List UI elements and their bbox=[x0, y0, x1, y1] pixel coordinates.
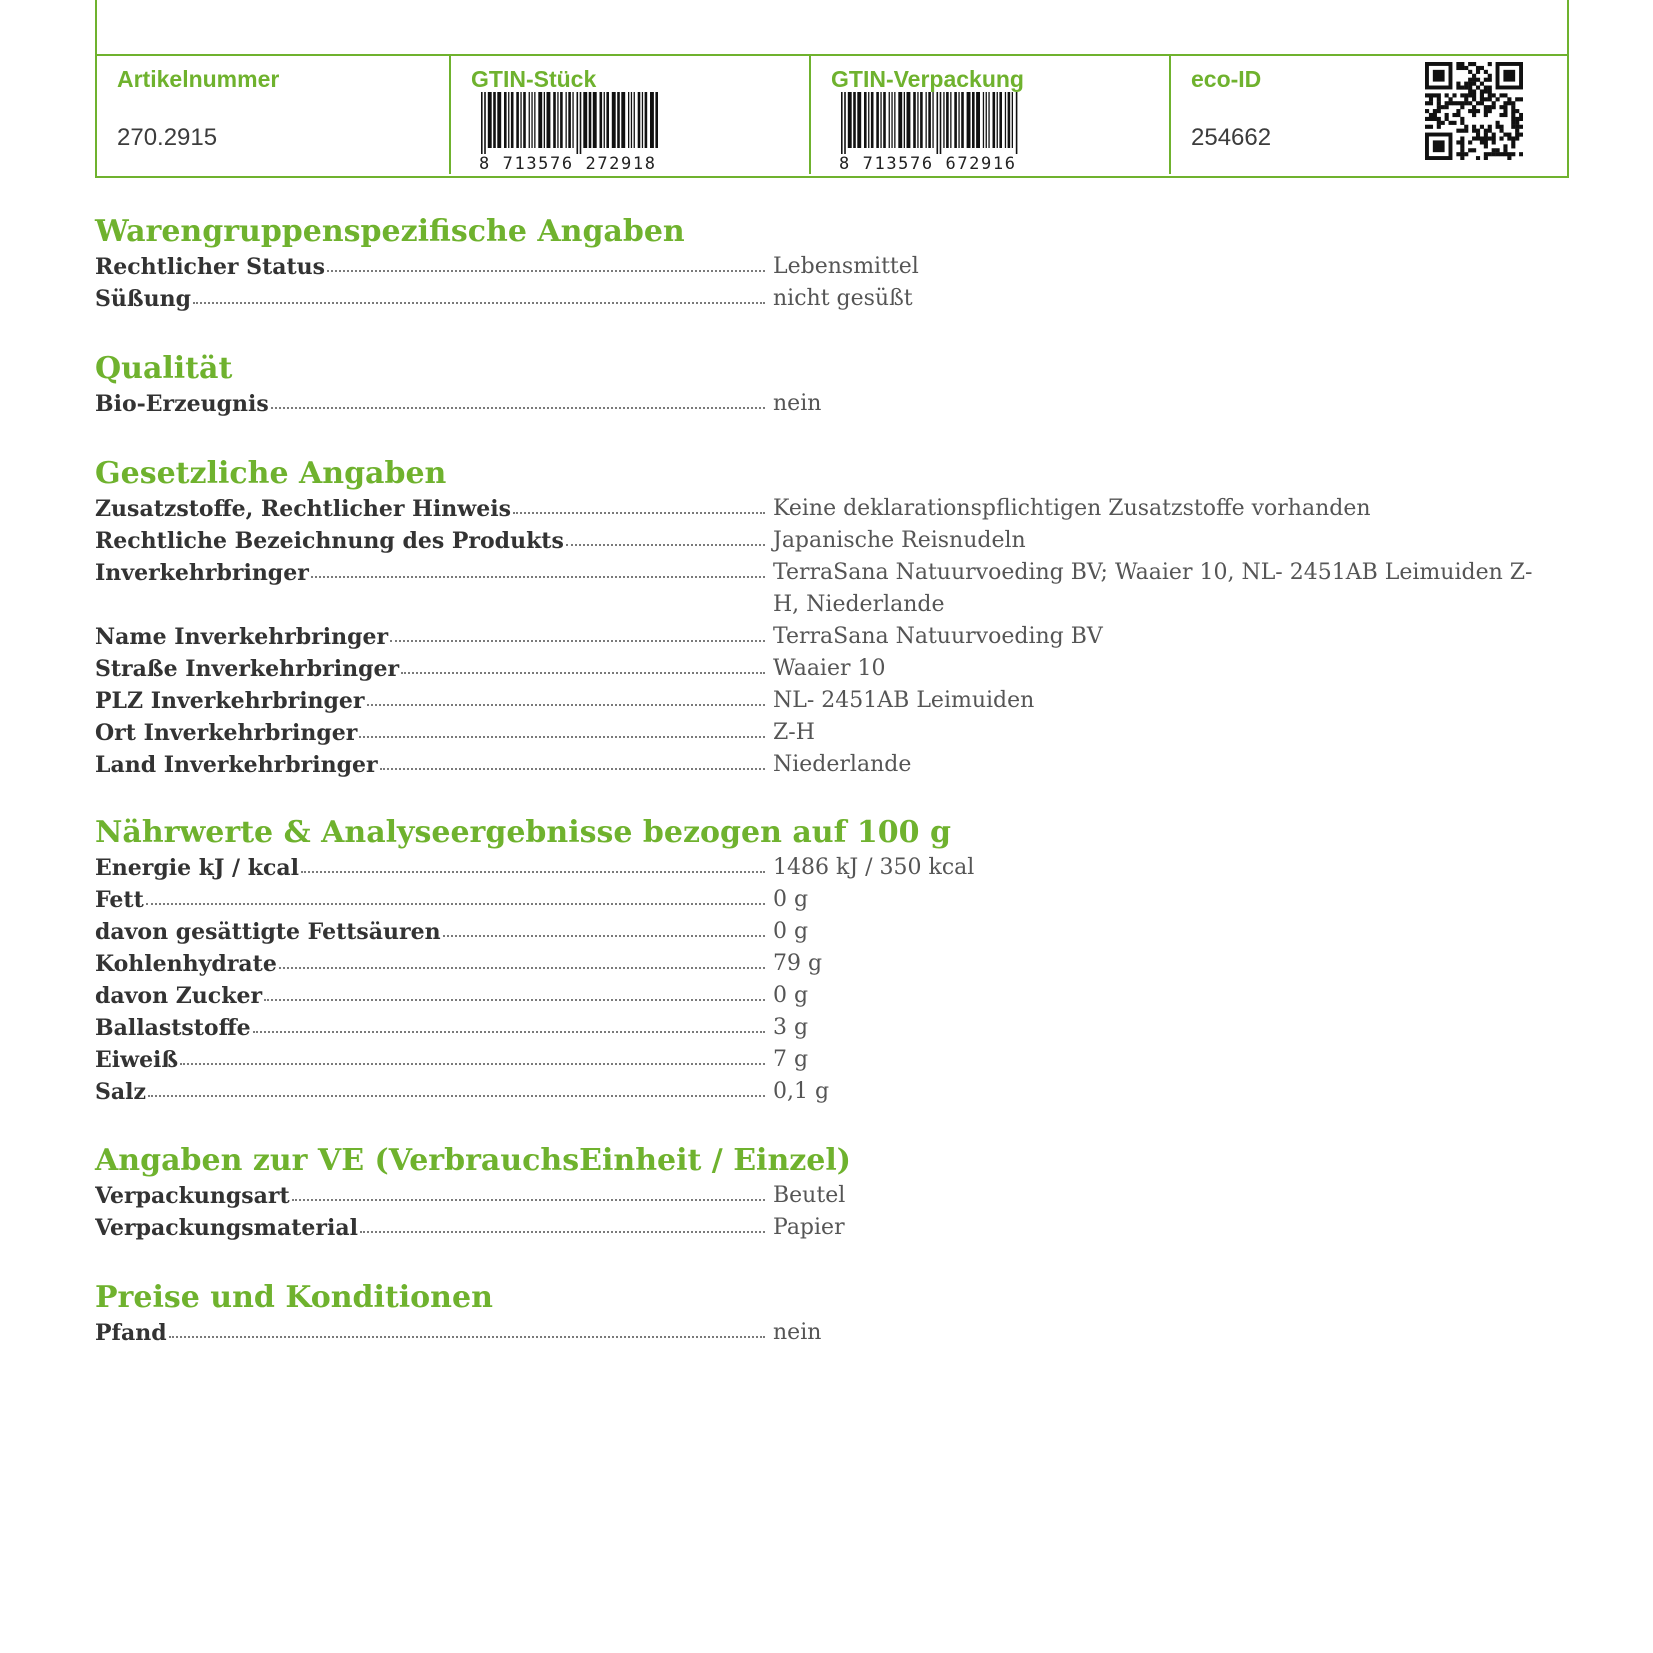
attribute-row bbox=[95, 493, 1555, 525]
attribute-label-cell bbox=[95, 852, 765, 884]
article-header-box bbox=[95, 0, 1569, 178]
attribute-label: Inverkehrbringer bbox=[95, 560, 309, 586]
attribute-label-cell bbox=[95, 653, 765, 685]
attribute-label-cell bbox=[95, 980, 765, 1012]
attribute-row bbox=[95, 884, 1555, 916]
artikelnummer-cell bbox=[97, 54, 449, 174]
dot-leader bbox=[279, 959, 765, 969]
attribute-label: Süßung bbox=[95, 286, 191, 312]
section-title: Nährwerte & Analyseergebnisse bezogen auf 100 g bbox=[95, 815, 951, 850]
attribute-label-cell bbox=[95, 717, 765, 749]
gtin-verpackung-cell bbox=[809, 54, 1171, 174]
attribute-label: Verpackungsmaterial bbox=[95, 1215, 358, 1241]
attribute-label: Land Inverkehrbringer bbox=[95, 752, 378, 778]
attribute-value: 7 g bbox=[773, 1047, 809, 1072]
attribute-label: Bio-Erzeugnis bbox=[95, 391, 269, 417]
artikelnummer-label: Artikelnummer bbox=[117, 66, 280, 92]
attribute-label: Kohlenhydrate bbox=[95, 951, 277, 977]
attribute-value: nein bbox=[773, 1320, 822, 1345]
attribute-label-cell bbox=[95, 493, 765, 525]
attribute-label: Salz bbox=[95, 1079, 146, 1105]
attribute-label: Zusatzstoffe, Rechtlicher Hinweis bbox=[95, 496, 511, 522]
section-warengruppen bbox=[95, 213, 1555, 315]
dot-leader bbox=[169, 1328, 765, 1338]
section-preise-konditionen bbox=[95, 1279, 1555, 1349]
attribute-label: Straße Inverkehrbringer bbox=[95, 656, 400, 682]
attribute-row bbox=[95, 621, 1555, 653]
dot-leader bbox=[301, 863, 765, 873]
barcode-icon bbox=[839, 92, 1019, 154]
attribute-value: TerraSana Natuurvoeding BV; Waaier 10, NL- 2451AB Leimuiden Z-H, Niederlande bbox=[773, 560, 1533, 617]
attribute-value: Beutel bbox=[773, 1183, 846, 1208]
attribute-label: davon Zucker bbox=[95, 983, 263, 1009]
header-top-strip bbox=[97, 0, 1567, 56]
attribute-label: Ballaststoffe bbox=[95, 1015, 251, 1041]
attribute-label-cell bbox=[95, 948, 765, 980]
gtin-stueck-label: GTIN-Stück bbox=[471, 66, 597, 92]
attribute-label-cell bbox=[95, 525, 765, 557]
section-gesetzliche-angaben bbox=[95, 455, 1555, 781]
dot-leader bbox=[193, 294, 765, 304]
attribute-value: 0 g bbox=[773, 983, 809, 1008]
gtin-verpackung-barcode bbox=[839, 92, 1019, 174]
dot-leader bbox=[148, 1087, 765, 1097]
section-naehrwerte bbox=[95, 814, 1555, 1108]
attribute-label-cell bbox=[95, 1180, 765, 1212]
attribute-value: Papier bbox=[773, 1215, 845, 1240]
attribute-label-cell bbox=[95, 1212, 765, 1244]
eco-id-value: 254662 bbox=[1191, 124, 1272, 151]
dot-leader bbox=[271, 399, 765, 409]
attribute-label: Fett bbox=[95, 887, 144, 913]
section-title: Qualität bbox=[95, 351, 233, 386]
gtin-stueck-barcode bbox=[479, 92, 659, 174]
section-title: Angaben zur VE (VerbrauchsEinheit / Einzel) bbox=[95, 1143, 851, 1178]
artikelnummer-value: 270.2915 bbox=[117, 124, 218, 151]
attribute-value: Japanische Reisnudeln bbox=[773, 528, 1026, 553]
section-title: Preise und Konditionen bbox=[95, 1280, 493, 1315]
attribute-row bbox=[95, 852, 1555, 884]
gtin-verpackung-number: 8 713576 672916 bbox=[839, 154, 1017, 174]
barcode-icon bbox=[479, 92, 659, 154]
dot-leader bbox=[180, 1055, 765, 1065]
attribute-label-cell bbox=[95, 251, 765, 283]
attribute-row bbox=[95, 1076, 1555, 1108]
attribute-label: Eiweiß bbox=[95, 1047, 179, 1073]
attribute-row bbox=[95, 749, 1555, 781]
attribute-label: davon gesättigte Fettsäuren bbox=[95, 919, 441, 945]
attribute-label: Pfand bbox=[95, 1320, 167, 1346]
attribute-value: Waaier 10 bbox=[773, 656, 886, 681]
dot-leader bbox=[513, 504, 765, 514]
attribute-value: 0,1 g bbox=[773, 1079, 830, 1104]
eco-id-label: eco-ID bbox=[1191, 66, 1262, 92]
attribute-value: 0 g bbox=[773, 919, 809, 944]
dot-leader bbox=[566, 536, 765, 546]
attribute-row bbox=[95, 1317, 1555, 1349]
dot-leader bbox=[401, 664, 765, 674]
attribute-label-cell bbox=[95, 1044, 765, 1076]
attribute-row bbox=[95, 557, 1555, 621]
dot-leader bbox=[146, 895, 765, 905]
attribute-label-cell bbox=[95, 1317, 765, 1349]
attribute-value: NL- 2451AB Leimuiden bbox=[773, 688, 1035, 713]
attribute-label-cell bbox=[95, 557, 765, 589]
attribute-value: Z-H bbox=[773, 720, 815, 745]
gtin-verpackung-label: GTIN-Verpackung bbox=[831, 66, 1024, 92]
dot-leader bbox=[327, 262, 765, 272]
dot-leader bbox=[380, 760, 765, 770]
attribute-label: Energie kJ / kcal bbox=[95, 855, 300, 881]
attribute-row bbox=[95, 1012, 1555, 1044]
attribute-row bbox=[95, 1180, 1555, 1212]
dot-leader bbox=[359, 728, 765, 738]
section-verbrauchseinheit bbox=[95, 1142, 1555, 1244]
attribute-label: Name Inverkehrbringer bbox=[95, 624, 389, 650]
attribute-value: nein bbox=[773, 391, 822, 416]
attribute-row bbox=[95, 388, 1555, 420]
attribute-value: 1486 kJ / 350 kcal bbox=[773, 855, 975, 880]
dot-leader bbox=[367, 696, 765, 706]
attribute-label: Ort Inverkehrbringer bbox=[95, 720, 358, 746]
eco-id-cell bbox=[1169, 54, 1569, 174]
attribute-label-cell bbox=[95, 1076, 765, 1108]
attribute-label-cell bbox=[95, 283, 765, 315]
attribute-row bbox=[95, 1044, 1555, 1076]
attribute-row bbox=[95, 251, 1555, 283]
dot-leader bbox=[264, 991, 765, 1001]
attribute-label-cell bbox=[95, 388, 765, 420]
attribute-value: nicht gesüßt bbox=[773, 286, 913, 311]
dot-leader bbox=[443, 927, 765, 937]
gtin-stueck-cell bbox=[449, 54, 811, 174]
attribute-value: 0 g bbox=[773, 887, 809, 912]
section-title: Warengruppenspezifische Angaben bbox=[95, 214, 685, 249]
gtin-stueck-number: 8 713576 272918 bbox=[479, 154, 657, 174]
dot-leader bbox=[390, 632, 765, 642]
attribute-value: Lebensmittel bbox=[773, 254, 919, 279]
dot-leader bbox=[311, 568, 765, 578]
attribute-row bbox=[95, 717, 1555, 749]
dot-leader bbox=[253, 1023, 765, 1033]
attribute-label: Rechtliche Bezeichnung des Produkts bbox=[95, 528, 564, 554]
attribute-label: Verpackungsart bbox=[95, 1183, 290, 1209]
attribute-value: TerraSana Natuurvoeding BV bbox=[773, 624, 1103, 649]
attribute-row bbox=[95, 653, 1555, 685]
attribute-label-cell bbox=[95, 1012, 765, 1044]
dot-leader bbox=[292, 1191, 765, 1201]
attribute-row bbox=[95, 1212, 1555, 1244]
attribute-label-cell bbox=[95, 685, 765, 717]
attribute-label-cell bbox=[95, 621, 765, 653]
attribute-label: PLZ Inverkehrbringer bbox=[95, 688, 365, 714]
attribute-value: 3 g bbox=[773, 1015, 809, 1040]
dot-leader bbox=[360, 1223, 765, 1233]
attribute-value: 79 g bbox=[773, 951, 823, 976]
section-qualitaet bbox=[95, 350, 1555, 420]
qr-code-icon bbox=[1425, 62, 1523, 160]
attribute-label: Rechtlicher Status bbox=[95, 254, 326, 280]
attribute-row bbox=[95, 525, 1555, 557]
attribute-value: Keine deklarationspflichtigen Zusatzstoffe vorhanden bbox=[773, 496, 1371, 521]
attribute-row bbox=[95, 283, 1555, 315]
attribute-row bbox=[95, 685, 1555, 717]
attribute-row bbox=[95, 916, 1555, 948]
attribute-label-cell bbox=[95, 749, 765, 781]
attribute-value: Niederlande bbox=[773, 752, 912, 777]
attribute-label-cell bbox=[95, 884, 765, 916]
attribute-row bbox=[95, 948, 1555, 980]
section-title: Gesetzliche Angaben bbox=[95, 456, 447, 491]
attribute-row bbox=[95, 980, 1555, 1012]
attribute-label-cell bbox=[95, 916, 765, 948]
